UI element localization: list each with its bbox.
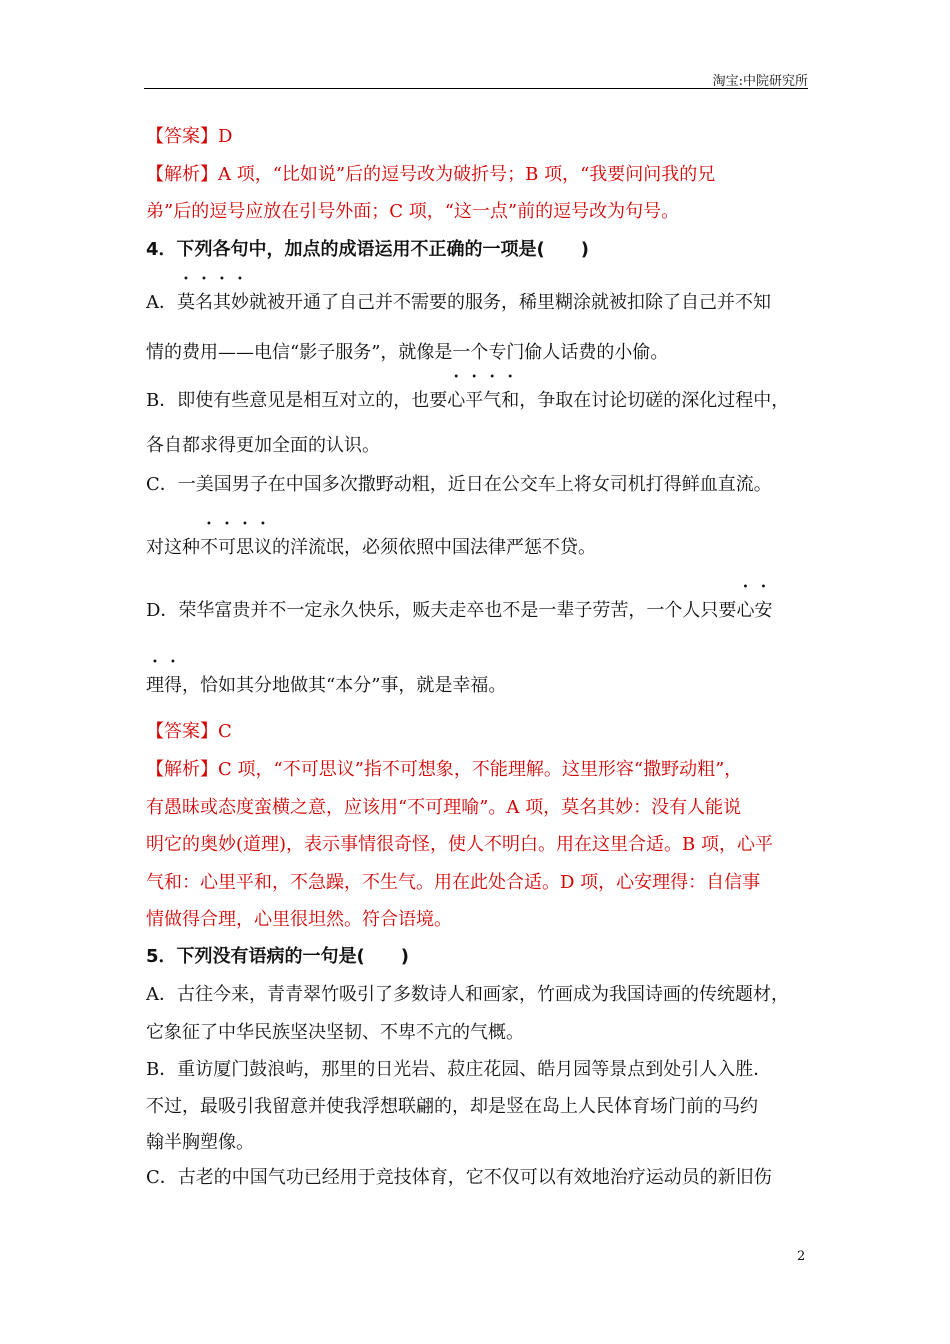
header-rule: [144, 88, 808, 89]
dotted-char: 议: [254, 537, 272, 558]
dotted-idiom: [736, 600, 772, 621]
q3-analysis-line: 【解析】A 项，“比如说”后的逗号改为破折号；B 项，“我要问问我的兄: [146, 164, 716, 185]
q4-answer: 【答案】C: [146, 721, 232, 742]
q4-option-a-line2: 情的费用——电信“影子服务”，就像是一个专门偷人话费的小偷。: [146, 342, 669, 363]
dotted-idiom: [177, 292, 249, 313]
q4-option-d-line2: [146, 674, 506, 698]
dotted-char: 理: [146, 675, 164, 696]
option-text: 对这种: [146, 537, 200, 558]
q3-answer: 【答案】D: [146, 126, 233, 147]
dotted-idiom: [447, 390, 519, 411]
dotted-char: 气: [483, 390, 502, 411]
q5-stem: 5．下列没有语病的一句是( ): [146, 946, 409, 967]
q4-stem: 4．下列各句中，加点的成语运用不正确的一项是( ): [146, 239, 589, 260]
dotted-char: 思: [236, 537, 254, 558]
q3-analysis-line: 弟”后的逗号应放在引号外面；C 项，“这一点”前的逗号改为句号。: [146, 201, 680, 222]
dotted-char: 安: [754, 600, 773, 621]
q4-option-a-line1: [146, 291, 771, 315]
q5-line: A．古往今来，青青翠竹吸引了多数诗人和画家，竹画成为我国诗画的传统题材，: [146, 984, 789, 1005]
q5-line: 翰半胸塑像。: [146, 1132, 254, 1153]
option-text: D．荣华富贵并不一定永久快乐，贩夫走卒也不是一辈子劳苦，一个人只要: [146, 600, 737, 621]
dotted-char: 名: [195, 292, 213, 313]
dotted-char: 和: [501, 390, 520, 411]
q4-option-c-line1: C．一美国男子在中国多次撒野动粗，近日在公交车上将女司机打得鲜血直流。: [146, 474, 772, 495]
option-label: A．: [146, 292, 177, 313]
dotted-char: 莫: [177, 292, 195, 313]
option-text: ，恰如其分地做其“本分”事，就是幸福。: [182, 675, 507, 696]
q4-option-d-line1: [146, 599, 772, 623]
q5-line: B．重访厦门鼓浪屿，那里的日光岩、菽庄花园、皓月园等景点到处引人入胜．: [146, 1059, 772, 1080]
dotted-char: 得: [164, 675, 182, 696]
dotted-char: 平: [465, 390, 484, 411]
q4-analysis-line: 气和：心里平和，不急躁，不生气。用在此处合适。D 项，心安理得：自信事: [146, 872, 761, 893]
q4-analysis-line: 明它的奥妙(道理)，表示事情很奇怪，使人不明白。用在这里合适。B 项，心平: [146, 834, 773, 855]
dotted-char: 心: [736, 600, 755, 621]
q4-analysis-line: 有愚昧或态度蛮横之意，应该用“不可理喻”。A 项，莫名其妙：没有人能说: [146, 797, 742, 818]
dotted-char: 不: [200, 537, 218, 558]
page-number: 2: [797, 1249, 806, 1264]
dotted-idiom: [200, 537, 272, 558]
option-text: 就被开通了自己并不需要的服务，稀里糊涂就被扣除了自己并不知: [249, 292, 771, 313]
dotted-char: 心: [447, 390, 466, 411]
option-text: B．即使有些意见是相互对立的，也要: [146, 390, 448, 411]
q4-option-b-line1: [146, 389, 789, 413]
q4-option-c-line2: [146, 536, 596, 560]
dotted-char: 其: [213, 292, 231, 313]
q4-analysis-line: 【解析】C 项，“不可思议”指不可想象，不能理解。这里形容“撒野动粗”，: [146, 759, 743, 780]
option-text: ，争取在讨论切磋的深化过程中，: [519, 390, 790, 411]
q5-line: C．古老的中国气功已经用于竞技体育，它不仅可以有效地治疗运动员的新旧伤: [146, 1167, 772, 1188]
page-header: 淘宝:中院研究所: [712, 74, 808, 89]
option-text: 的洋流氓，必须依照中国法律严惩不贷。: [272, 537, 596, 558]
q5-line: 它象征了中华民族坚决坚韧、不卑不亢的气概。: [146, 1022, 524, 1043]
dotted-idiom: [146, 675, 182, 696]
q5-line: 不过，最吸引我留意并使我浮想联翩的，却是竖在岛上人民体育场门前的马约: [146, 1096, 758, 1117]
q4-option-b-line2: 各自都求得更加全面的认识。: [146, 435, 380, 456]
dotted-char: 妙: [231, 292, 249, 313]
q4-analysis-line: 情做得合理，心里很坦然。符合语境。: [146, 909, 452, 930]
dotted-char: 可: [218, 537, 236, 558]
